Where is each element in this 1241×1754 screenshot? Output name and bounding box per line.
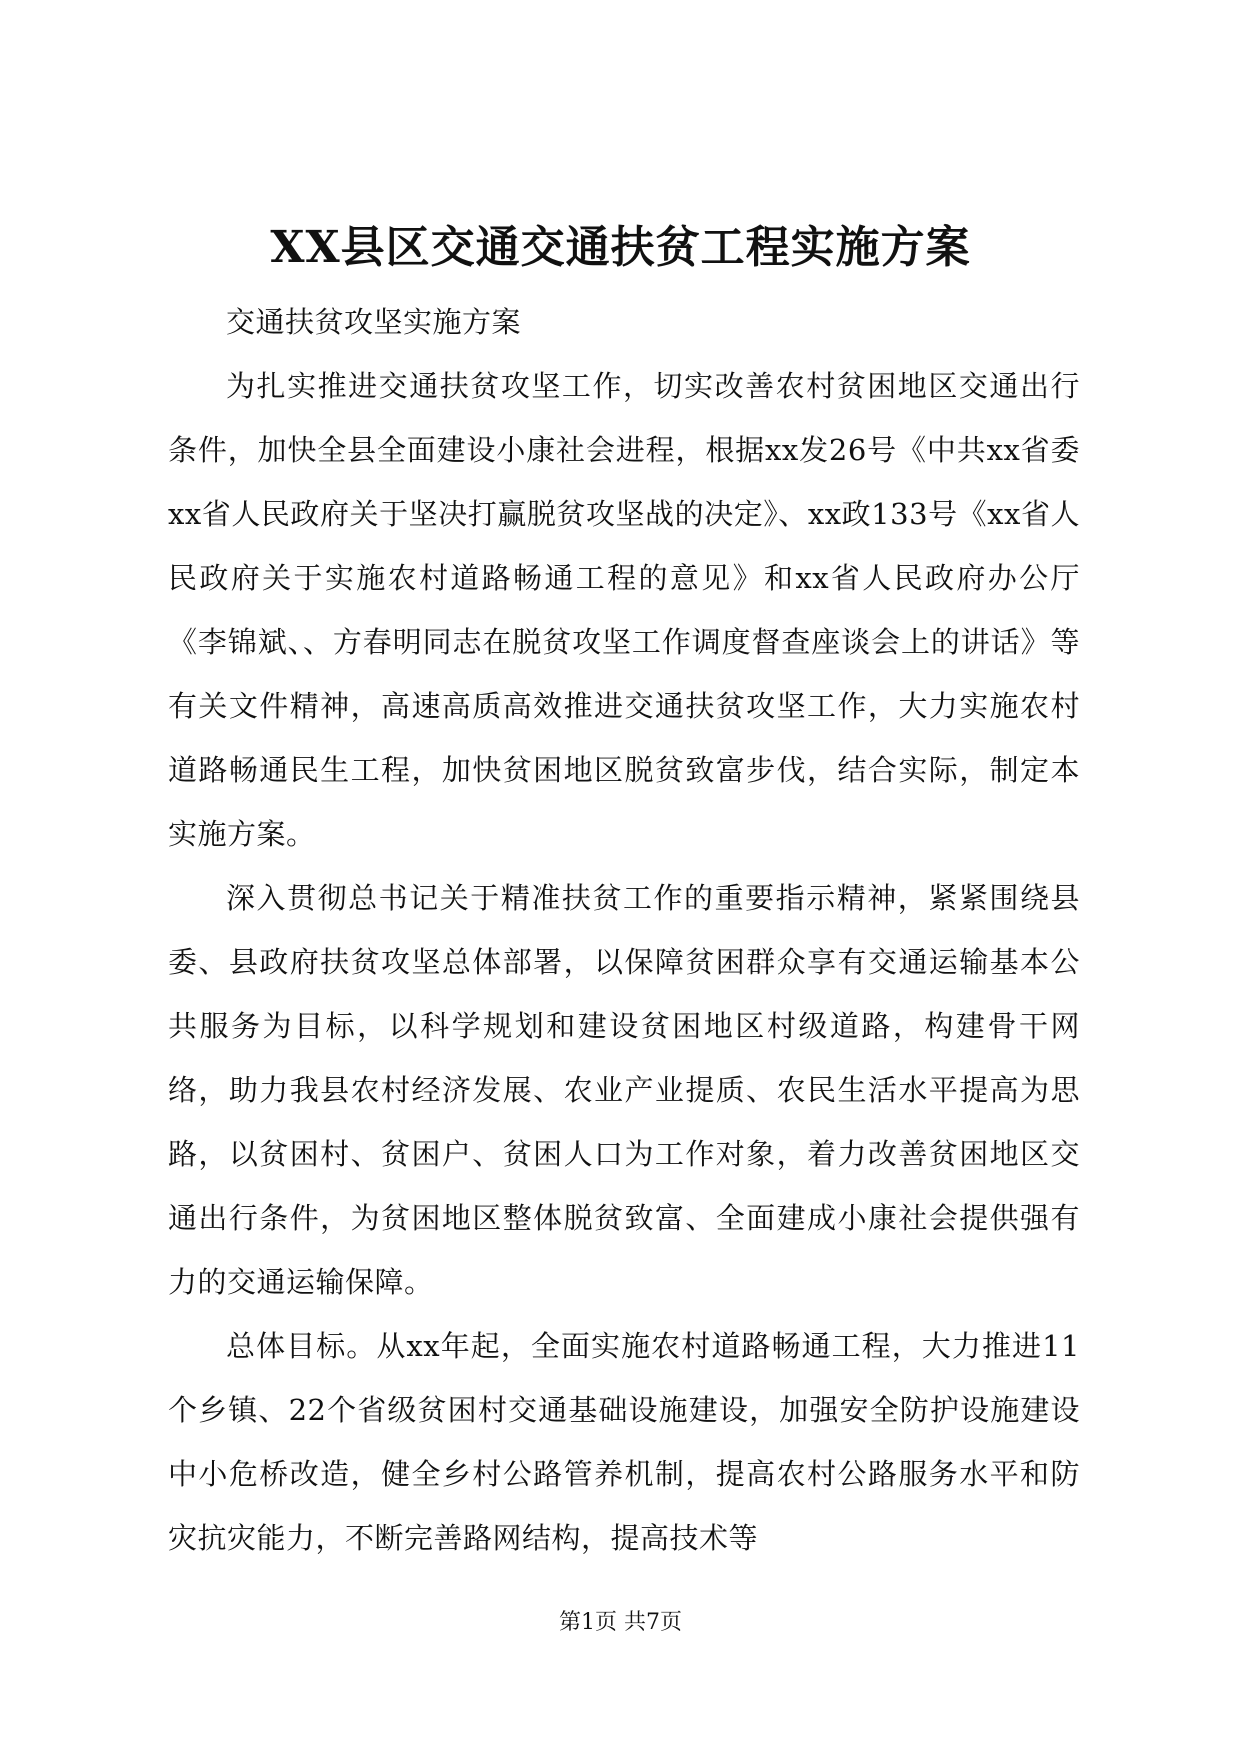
document-body — [168, 290, 1080, 1570]
paragraph-intro: 为扎实推进交通扶贫攻坚工作，切实改善农村贫困地区交通出行条件，加快全县全面建设小康社会进程，根据xx发26号《中共xx省委xx省人民政府关于坚决打赢脱贫攻坚战的决定》、xx政133号《xx省人民政府关于实施农村道路畅通工程的意见》和xx省人民政府办公厅《李锦斌、、方春明同志在脱贫攻坚工作调度督查座谈会上的讲话》等有关文件精神，高速高质高效推进交通扶贫攻坚工作，大力实施农村道路畅通民生工程，加快贫困地区脱贫致富步伐，结合实际，制定本实施方案。 — [168, 369, 1080, 851]
document-title: XX县区交通交通扶贫工程实施方案 — [270, 222, 971, 273]
paragraph-guiding-principle: 深入贯彻总书记关于精准扶贫工作的重要指示精神，紧紧围绕县委、县政府扶贫攻坚总体部署，以保障贫困群众享有交通运输基本公共服务为目标，以科学规划和建设贫困地区村级道路，构建骨干网络，助力我县农村经济发展、农业产业提质、农民生活水平提高为思路，以贫困村、贫困户、贫困人口为工作对象，着力改善贫困地区交通出行条件，为贫困地区整体脱贫致富、全面建成小康社会提供强有力的交通运输保障。 — [168, 881, 1080, 1299]
page-number-footer: 第1页 共7页 — [559, 1610, 682, 1635]
paragraph-subtitle: 交通扶贫攻坚实施方案 — [226, 305, 522, 339]
paragraph-overall-goal: 总体目标。从xx年起，全面实施农村道路畅通工程，大力推进11个乡镇、22个省级贫困村交通基础设施建设，加强安全防护设施建设中小危桥改造，健全乡村公路管养机制，提高农村公路服务水平和防灾抗灾能力，不断完善路网结构，提高技术等 — [168, 1329, 1080, 1555]
